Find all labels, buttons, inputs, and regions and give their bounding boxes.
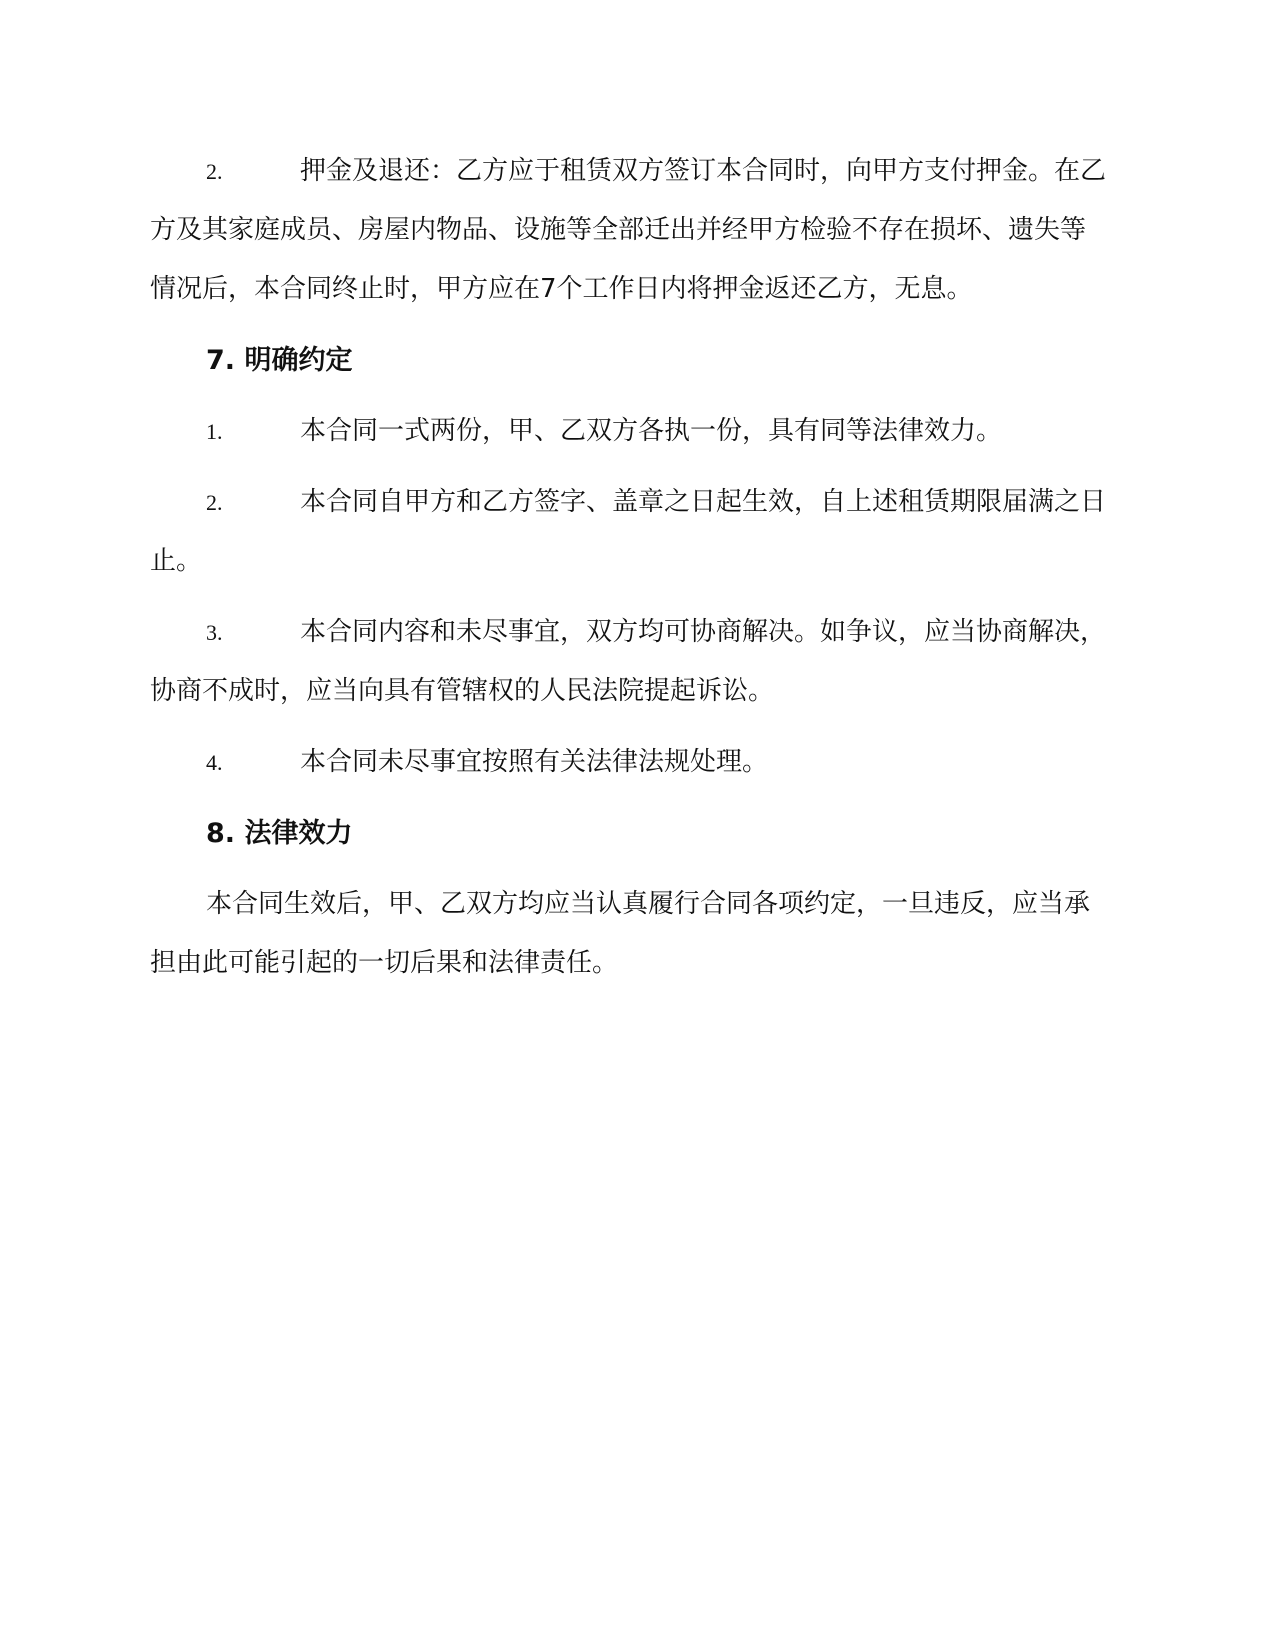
deposit-clause [150,142,1110,319]
document-content [150,142,1110,993]
list-number: 3. [206,620,223,645]
section-7-item-4 [150,733,1110,792]
list-text: 本合同未尽事宜按照有关法律法规处理。 [300,747,769,777]
list-text: 押金及退还：乙方应于租赁双方签订本合同时，向甲方支付押金。在乙方及其家庭成员、房屋内物品、设施等全部迁出并经甲方检验不存在损坏、遗失等情况后，本合同终止时，甲方应在7个工作日内将押金返还乙方，无息。 [150,156,1107,304]
list-number: 2. [206,159,223,184]
section-8-heading: 8. 法律效力 [206,818,353,849]
list-text: 本合同自甲方和乙方签字、盖章之日起生效，自上述租赁期限届满之日止。 [150,487,1107,576]
list-number: 1. [206,419,223,444]
section-7-item-3 [150,603,1110,721]
section-7-heading: 7. 明确约定 [206,345,353,376]
list-text: 本合同内容和未尽事宜，双方均可协商解决。如争议，应当协商解决，协商不成时，应当向具有管辖权的人民法院提起诉讼。 [150,617,1107,706]
section-8-body: 本合同生效后，甲、乙双方均应当认真履行合同各项约定，一旦违反，应当承担由此可能引起的一切后果和法律责任。 [150,889,1091,978]
list-number: 2. [206,490,223,515]
section-7-item-1 [150,402,1110,461]
section-7-item-2 [150,473,1110,591]
list-text: 本合同一式两份，甲、乙双方各执一份，具有同等法律效力。 [300,416,1003,446]
list-number: 4. [206,750,223,775]
